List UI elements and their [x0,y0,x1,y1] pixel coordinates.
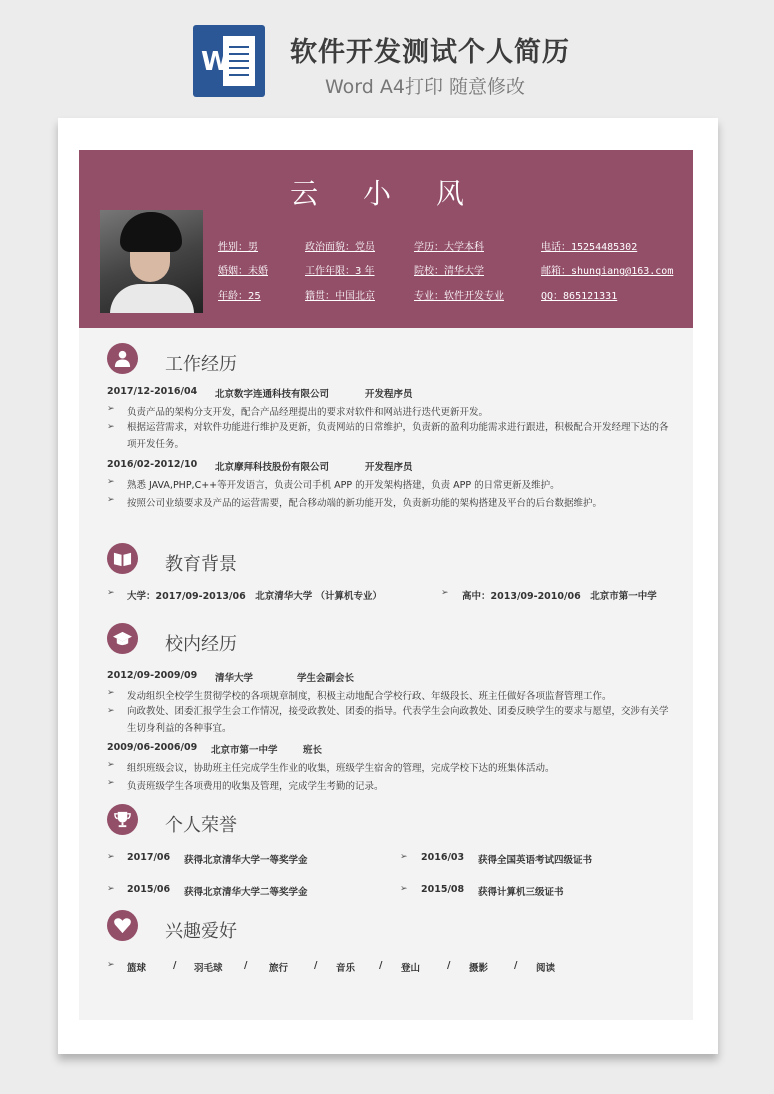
hobby-separator: / [514,960,518,971]
job-2-role: 开发程序员 [365,462,413,473]
profile-info-item: 政治面貌：党员 [305,242,375,253]
campus-2-point-1: 组织班级会议，协助班主任完成学生作业的收集，班级学生宿舍的管理，完成学校下达的班集体活动。 [127,763,555,774]
bullet-icon: ➢ [107,422,115,432]
hobby-separator: / [447,960,451,971]
honor-date: 2017/06 [127,852,171,863]
book-icon [107,543,138,574]
page-title: 软件开发测试个人简历 [290,37,570,68]
resume-paper [58,118,718,1054]
honor-date: 2016/03 [421,852,465,863]
hobby-item: 旅行 [269,963,289,974]
campus-2-org: 北京市第一中学 [211,745,278,756]
hobby-item: 羽毛球 [194,963,223,974]
bullet-icon: ➢ [107,404,115,414]
hobby-separator: / [379,960,383,971]
job-1-point-2: 根据运营需求，对软件功能进行维护及更新，负责网站的日常维护，负责新的盈利功能需求进行跟进，积极配合开发经理下达的各项开发任务。 [127,422,669,450]
bullet-icon: ➢ [107,778,115,788]
honor-date: 2015/08 [421,884,465,895]
profile-photo [100,210,203,313]
job-1-role: 开发程序员 [365,389,413,400]
banner [0,0,774,118]
profile-info-item: 电话：15254485302 [541,242,638,253]
job-2-company: 北京摩拜科技股份有限公司 [215,462,330,473]
graduation-cap-icon [107,623,138,654]
hobby-separator: / [173,960,177,971]
honor-text: 获得全国英语考试四级证书 [478,855,593,866]
honor-date: 2015/06 [127,884,171,895]
profile-info-item: 籍贯：中国北京 [305,291,375,302]
honor-item [421,852,593,866]
profile-info-item: QQ：865121331 [541,291,618,302]
bullet-icon: ➢ [107,495,115,505]
campus-1-period: 2012/09-2009/09 [107,670,198,681]
honor-item [421,884,564,898]
campus-2-header [107,742,323,756]
honor-text: 获得北京清华大学一等奖学金 [184,855,308,866]
hobby-separator: / [314,960,318,971]
page-subtitle: Word A4打印 随意修改 [325,76,526,98]
job-2-point-1: 熟悉 JAVA,PHP,C++等开发语言，负责公司手机 APP 的开发架构搭建，负责 APP 的日常更新及维护。 [127,480,560,491]
hobby-item: 音乐 [336,963,356,974]
campus-1-role: 学生会副会长 [297,673,355,684]
education-highschool: 高中：2013/09-2010/06 北京市第一中学 [462,591,657,602]
honor-text: 获得北京清华大学二等奖学金 [184,887,308,898]
job-1-company: 北京数字连通科技有限公司 [215,389,330,400]
campus-1-point-1: 发动组织全校学生贯彻学校的各项规章制度，积极主动地配合学校行政、年级段长、班主任做好各项监督管理工作。 [127,691,612,702]
campus-2-period: 2009/06-2006/09 [107,742,198,753]
hobby-item: 登山 [401,963,421,974]
hobby-item: 阅读 [536,963,556,974]
job-2-point-2: 按照公司业绩要求及产品的运营需要，配合移动端的新功能开发，负责新功能的架构搭建及平台的后台数据维护。 [127,498,603,509]
bullet-icon: ➢ [107,688,115,698]
profile-info-item: 婚姻：未婚 [218,266,268,277]
bullet-icon: ➢ [107,588,115,598]
word-icon [193,25,265,97]
campus-1-point-2: 向政教处、团委汇报学生会工作情况，接受政教处、团委的指导。代表学生会向政教处、团委反映学生的要求与愿望，交涉有关学生切身利益的各种事宜。 [127,706,669,734]
hobby-item: 篮球 [127,963,147,974]
hobby-item: 摄影 [469,963,489,974]
profile-name: 云 小 风 [290,177,482,210]
profile-info-item: 学历：大学本科 [414,242,484,253]
hobbies-section-title: 兴趣爱好 [165,921,237,942]
person-icon [107,343,138,374]
bullet-icon: ➢ [107,960,115,970]
profile-header [79,150,693,328]
job-1-period: 2017/12-2016/04 [107,386,198,397]
work-section-title: 工作经历 [165,354,237,375]
profile-info-item: 年龄：25 [218,291,261,302]
bullet-icon: ➢ [400,852,408,862]
profile-info-item: 院校：清华大学 [414,266,484,277]
campus-2-point-2: 负责班级学生各项费用的收集及管理，完成学生考勤的记录。 [127,781,384,792]
bullet-icon: ➢ [400,884,408,894]
honor-text: 获得计算机三级证书 [478,887,564,898]
profile-info-item: 专业：软件开发专业 [414,291,504,302]
job-2-header [107,459,413,473]
honors-section-title: 个人荣誉 [165,815,237,836]
education-university: 大学：2017/09-2013/06 北京清华大学 （计算机专业） [127,591,383,602]
education-section-title: 教育背景 [165,554,237,575]
bullet-icon: ➢ [107,884,115,894]
campus-2-role: 班长 [303,745,323,756]
job-1-point-1: 负责产品的架构分支开发，配合产品经理提出的要求对软件和网站进行迭代更新开发。 [127,407,489,418]
profile-info-item: 性别：男 [218,242,258,253]
job-1-header [107,386,413,400]
campus-section-title: 校内经历 [165,634,237,655]
profile-info-item: 邮箱：shunqiang@163.com [541,266,674,277]
campus-1-org: 清华大学 [215,673,254,684]
honor-item [127,884,308,898]
heart-icon [107,910,138,941]
job-2-period: 2016/02-2012/10 [107,459,198,470]
bullet-icon: ➢ [107,852,115,862]
resume-content [79,150,693,1020]
bullet-icon: ➢ [107,760,115,770]
bullet-icon: ➢ [441,588,449,598]
bullet-icon: ➢ [107,706,115,716]
bullet-icon: ➢ [107,477,115,487]
trophy-icon [107,804,138,835]
hobby-separator: / [244,960,248,971]
profile-info-item: 工作年限：3 年 [305,266,375,277]
campus-1-header [107,670,355,684]
honor-item [127,852,308,866]
word-icon-letter: W [201,47,230,77]
